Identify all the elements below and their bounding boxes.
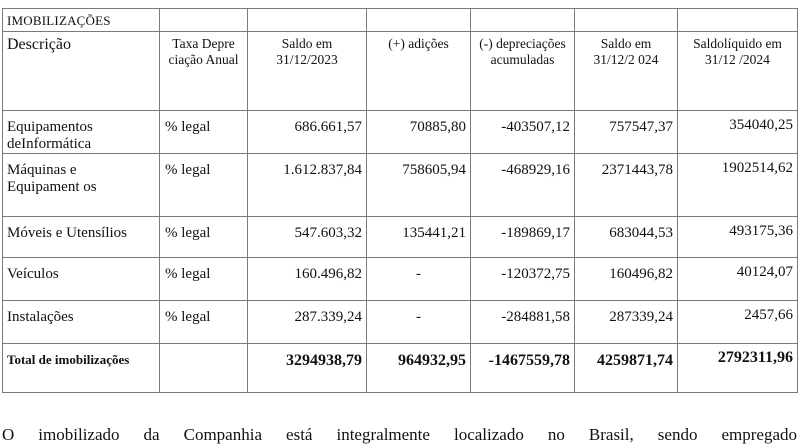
row-adicoes: 135441,21 — [402, 225, 466, 241]
header-cell-saldo-2024 — [575, 32, 678, 111]
empty-cell — [575, 9, 678, 32]
cell-taxa — [160, 111, 248, 154]
empty-cell — [471, 9, 575, 32]
cell-descricao — [3, 301, 160, 344]
table-row — [3, 258, 798, 301]
row-saldo-2023: 287.339,24 — [294, 309, 362, 325]
row-depreciacoes: -468929,16 — [501, 162, 570, 178]
header-cell-adicoes — [367, 32, 471, 111]
table-row — [3, 154, 798, 217]
header-cell-descricao — [3, 32, 160, 111]
row-taxa: % legal — [165, 309, 211, 325]
row-adicoes: - — [416, 266, 421, 282]
table-row — [3, 111, 798, 154]
row-adicoes: - — [416, 309, 421, 325]
row-saldo-2024: 683044,53 — [609, 225, 673, 241]
cell-depreciacoes — [471, 301, 575, 344]
empty-cell — [248, 9, 367, 32]
row-saldo-2023: 547.603,32 — [294, 225, 362, 241]
header-adicoes: (+) adições — [388, 36, 449, 51]
total-cell-saldo-2024 — [575, 344, 678, 393]
cell-depreciacoes — [471, 217, 575, 258]
cell-saldo-2024 — [575, 301, 678, 344]
cell-saldo-2023 — [248, 217, 367, 258]
cell-descricao — [3, 258, 160, 301]
row-saldo-2023: 686.661,57 — [294, 119, 362, 135]
table-header-row — [3, 32, 798, 111]
cell-saldo-2024 — [575, 217, 678, 258]
header-saldo-2023: Saldo em 31/12/2023 — [276, 36, 338, 67]
empty-cell — [367, 9, 471, 32]
imobilizacoes-table — [2, 8, 798, 393]
header-depreciacoes: (-) depreciações acumuladas — [479, 36, 566, 67]
cell-saldo-2023 — [248, 111, 367, 154]
header-saldo-2024: Saldo em 31/12/2 024 — [593, 36, 659, 67]
total-cell-taxa — [160, 344, 248, 393]
row-taxa: % legal — [165, 266, 211, 282]
row-saldo-2023: 1.612.837,84 — [283, 162, 362, 178]
empty-cell — [160, 9, 248, 32]
cell-saldo-liquido — [678, 154, 798, 217]
table-total-row — [3, 344, 798, 393]
table-title-row — [3, 9, 798, 32]
row-label: Equipamentos deInformática — [7, 119, 93, 152]
total-taxa — [160, 344, 247, 352]
row-saldo-liquido: 354040,25 — [729, 117, 793, 133]
cell-descricao — [3, 111, 160, 154]
total-cell-saldo-2023 — [248, 344, 367, 393]
row-depreciacoes: -120372,75 — [501, 266, 570, 282]
total-cell-saldo-liquido — [678, 344, 798, 393]
cell-depreciacoes — [471, 111, 575, 154]
cell-taxa — [160, 217, 248, 258]
cell-saldo-2024 — [575, 111, 678, 154]
cell-saldo-2024 — [575, 154, 678, 217]
total-saldo-2023: 3294938,79 — [286, 352, 362, 369]
header-descricao: Descrição — [7, 36, 71, 53]
row-label: Máquinas e Equipament os — [7, 162, 97, 195]
cell-taxa — [160, 258, 248, 301]
table-title: IMOBILIZAÇÕES — [7, 13, 111, 28]
row-saldo-liquido: 1902514,62 — [721, 160, 793, 176]
cell-adicoes — [367, 217, 471, 258]
row-label: Móveis e Utensílios — [7, 225, 127, 241]
body-paragraph: O imobilizado da Companhia está integralmente localizado no Brasil, sendo empregado — [2, 425, 797, 444]
cell-descricao — [3, 154, 160, 217]
cell-taxa — [160, 154, 248, 217]
cell-adicoes — [367, 154, 471, 217]
row-saldo-2024: 160496,82 — [609, 266, 673, 282]
total-adicoes: 964932,95 — [398, 352, 466, 369]
total-label: Total de imobilizações — [7, 352, 130, 367]
row-saldo-2024: 2371443,78 — [601, 162, 673, 178]
header-cell-taxa — [160, 32, 248, 111]
row-adicoes: 758605,94 — [402, 162, 466, 178]
row-depreciacoes: -403507,12 — [501, 119, 570, 135]
cell-taxa — [160, 301, 248, 344]
row-label: Veículos — [7, 266, 59, 282]
header-cell-saldo-2023 — [248, 32, 367, 111]
total-depreciacoes: -1467559,78 — [488, 352, 570, 369]
row-depreciacoes: -189869,17 — [501, 225, 570, 241]
row-saldo-liquido: 40124,07 — [736, 264, 793, 280]
table-row — [3, 217, 798, 258]
empty-cell — [678, 9, 798, 32]
row-adicoes: 70885,80 — [409, 119, 466, 135]
total-cell-adicoes — [367, 344, 471, 393]
row-saldo-liquido: 493175,36 — [729, 223, 793, 239]
cell-saldo-2023 — [248, 258, 367, 301]
cell-saldo-2023 — [248, 301, 367, 344]
header-cell-saldo-liquido — [678, 32, 798, 111]
total-cell-descricao — [3, 344, 160, 393]
cell-saldo-liquido — [678, 217, 798, 258]
row-depreciacoes: -284881,58 — [501, 309, 570, 325]
table-title-cell — [3, 9, 160, 32]
total-cell-depreciacoes — [471, 344, 575, 393]
cell-saldo-liquido — [678, 258, 798, 301]
total-saldo-liquido: 2792311,96 — [717, 349, 793, 366]
row-taxa: % legal — [165, 119, 211, 135]
header-saldo-liquido: Saldolíquido em 31/12 /2024 — [693, 36, 782, 67]
table-row — [3, 301, 798, 344]
total-saldo-2024: 4259871,74 — [597, 352, 673, 369]
cell-saldo-2024 — [575, 258, 678, 301]
cell-adicoes — [367, 258, 471, 301]
cell-adicoes — [367, 111, 471, 154]
row-saldo-2024: 287339,24 — [609, 309, 673, 325]
cell-descricao — [3, 217, 160, 258]
header-cell-depreciacoes — [471, 32, 575, 111]
row-saldo-2023: 160.496,82 — [294, 266, 362, 282]
cell-saldo-liquido — [678, 111, 798, 154]
row-label: Instalações — [7, 309, 74, 325]
cell-depreciacoes — [471, 258, 575, 301]
row-saldo-liquido: 2457,66 — [744, 307, 793, 323]
cell-saldo-liquido — [678, 301, 798, 344]
cell-saldo-2023 — [248, 154, 367, 217]
row-saldo-2024: 757547,37 — [609, 119, 673, 135]
cell-depreciacoes — [471, 154, 575, 217]
header-taxa: Taxa Depre ciação Anual — [168, 36, 239, 67]
row-taxa: % legal — [165, 225, 211, 241]
cell-adicoes — [367, 301, 471, 344]
row-taxa: % legal — [165, 162, 211, 178]
